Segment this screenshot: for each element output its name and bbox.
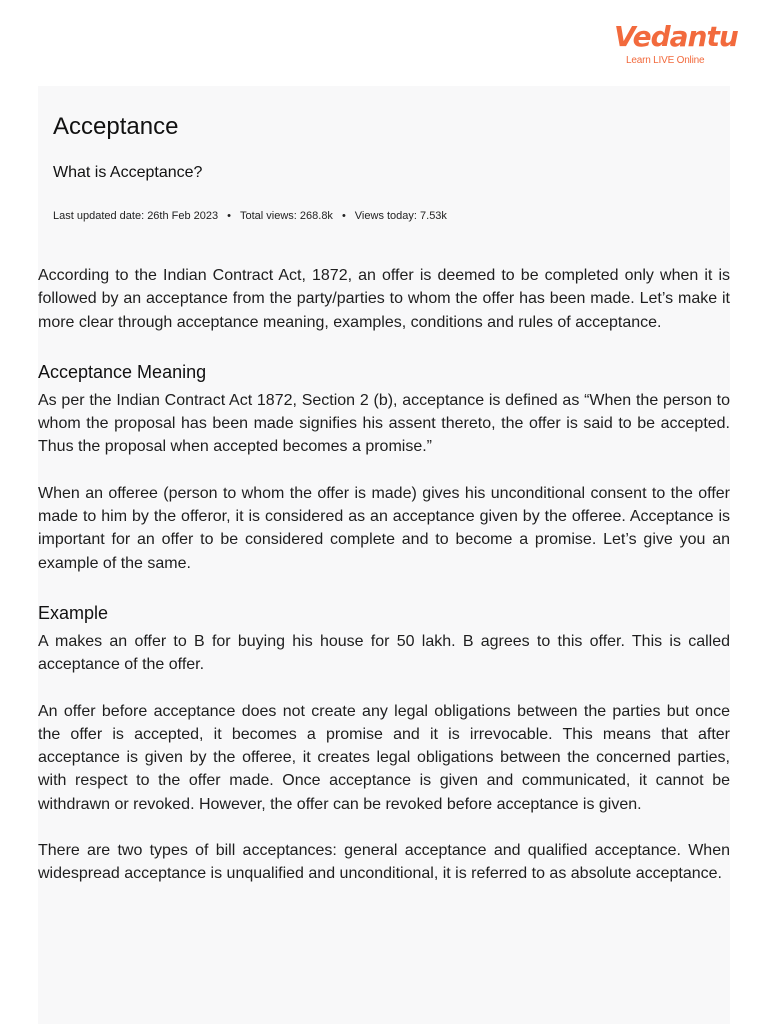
meta-separator: • [227, 210, 231, 222]
intro-paragraph: According to the Indian Contract Act, 1872, an offer is deemed to be completed only when it is followed by an acceptance from the party/parties to whom the offer has been made. Let’s make it more clear through acceptance meaning, examples, conditions and rules of acceptance. [38, 267, 730, 331]
logo-tagline: Learn LIVE Online [626, 55, 705, 66]
total-views: Total views: 268.8k [240, 210, 333, 222]
example-paragraph-1: A makes an offer to B for buying his house for 50 lakh. B agrees to this offer. This is called acceptance of the offer. [38, 632, 730, 674]
vedantu-logo[interactable] [614, 20, 738, 72]
views-today: Views today: 7.53k [354, 210, 447, 222]
page-subtitle: What is Acceptance? [53, 164, 203, 181]
meaning-heading: Acceptance Meaning [38, 361, 207, 382]
example-heading: Example [38, 602, 109, 623]
example-paragraph-3: There are two types of bill acceptances: general acceptance and qualified acceptance. When widespread acceptance is unqualified and unconditional, it is referred to as absolute acceptance. [38, 842, 730, 883]
article-meta [53, 210, 447, 222]
meaning-paragraph-1: As per the Indian Contract Act 1872, Section 2 (b), acceptance is defined as “When the person to whom the proposal has been made signifies his assent thereto, the offer is said to be accepted. Thus the proposal when accepted becomes a promise.” [38, 391, 730, 456]
last-updated: Last updated date: 26th Feb 2023 [53, 210, 219, 222]
logo-wordmark: Vedantu [614, 20, 738, 53]
example-paragraph-2: An offer before acceptance does not create any legal obligations between the parties but once the offer is accepted, it becomes a promise and it is irrevocable. This means that after acceptance is given by the offeree, it creates legal obligations between the concerned parties, with respect to the offer made. Once acceptance is given and communicated, it cannot be withdrawn or revoked. However, the offer can be revoked before acceptance is given. [38, 702, 730, 813]
meaning-paragraph-2: When an offeree (person to whom the offer is made) gives his unconditional consent to the offer made to him by the offeror, it is considered as an acceptance given by the offeree. Acceptance is important for an offer to be considered complete and to become a promise. Let’s give you an example of the same. [38, 484, 730, 572]
article-body [38, 264, 730, 886]
meta-separator: • [341, 210, 346, 222]
article-header [53, 112, 693, 222]
page-title: Acceptance [53, 113, 179, 140]
